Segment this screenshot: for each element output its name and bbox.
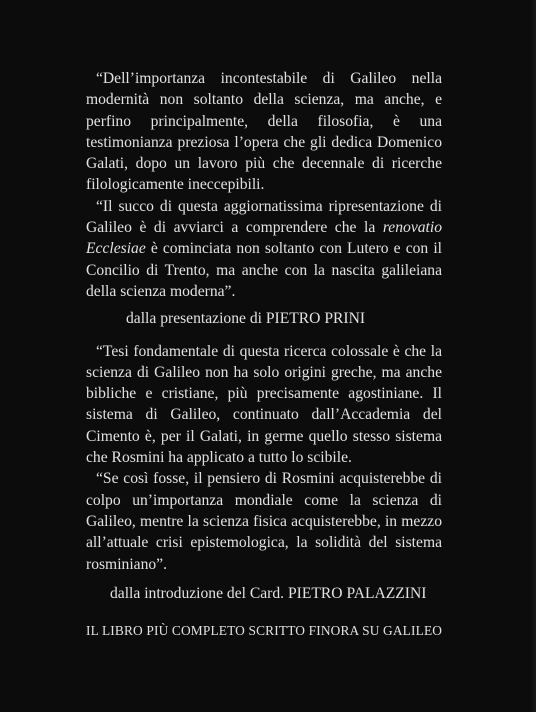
quote2-paragraph2: “Se così fosse, il pensiero di Rosmini acquisterebbe di colpo un’importanza mondiale come la scienza di Galileo, mentre la scienza fisica acquisterebbe, in mezzo all’attuale crisi epistemologica, la solidità del sistema rosminiano”. — [86, 470, 442, 573]
quote2-attribution: dalla introduzione del Card. PIETRO PALAZZINI — [110, 584, 427, 602]
quotes-block — [86, 68, 442, 604]
quote1-attribution: dalla presentazione di PIETRO PRINI — [126, 310, 366, 328]
quote1-paragraph1: “Dell’importanza incontestabile di Galileo nella modernità non soltanto della scienza, ma anche, e perfino principalmente, della filosofia, è una testimonianza preziosa l’opera che gli dedica Domenico Galati, dopo un lavoro più che decennale di ricerche filologicamente ineccepibili. — [86, 70, 442, 194]
quote1-paragraph2-end: è cominciata non soltanto con Lutero e con il Concilio di Trento, ma anche con la nascita galileiana della scienza moderna”. — [86, 240, 442, 300]
quote1-paragraph2-start: “Il succo di questa aggiornatissima ripresentazione di Galileo è di avviarci a comprendere che la — [86, 197, 442, 237]
tagline: IL LIBRO PIÙ COMPLETO SCRITTO FINORA SU GALILEO — [86, 623, 443, 638]
quote1-italic-term: renovatio Ecclesiae — [86, 219, 442, 258]
quote1-paragraph2 — [86, 196, 442, 302]
quote2-paragraph1: “Tesi fondamentale di questa ricerca colossale è che la scienza di Galileo non ha solo origini greche, ma anche bibliche e cristiane, più precisamente agostiniane. Il sistema di Galileo, continuato dall’Accademia del Cimento è, per il Galati, in germe quello stesso sistema che Rosmini ha applicato a tutto lo scibile. — [86, 342, 442, 467]
